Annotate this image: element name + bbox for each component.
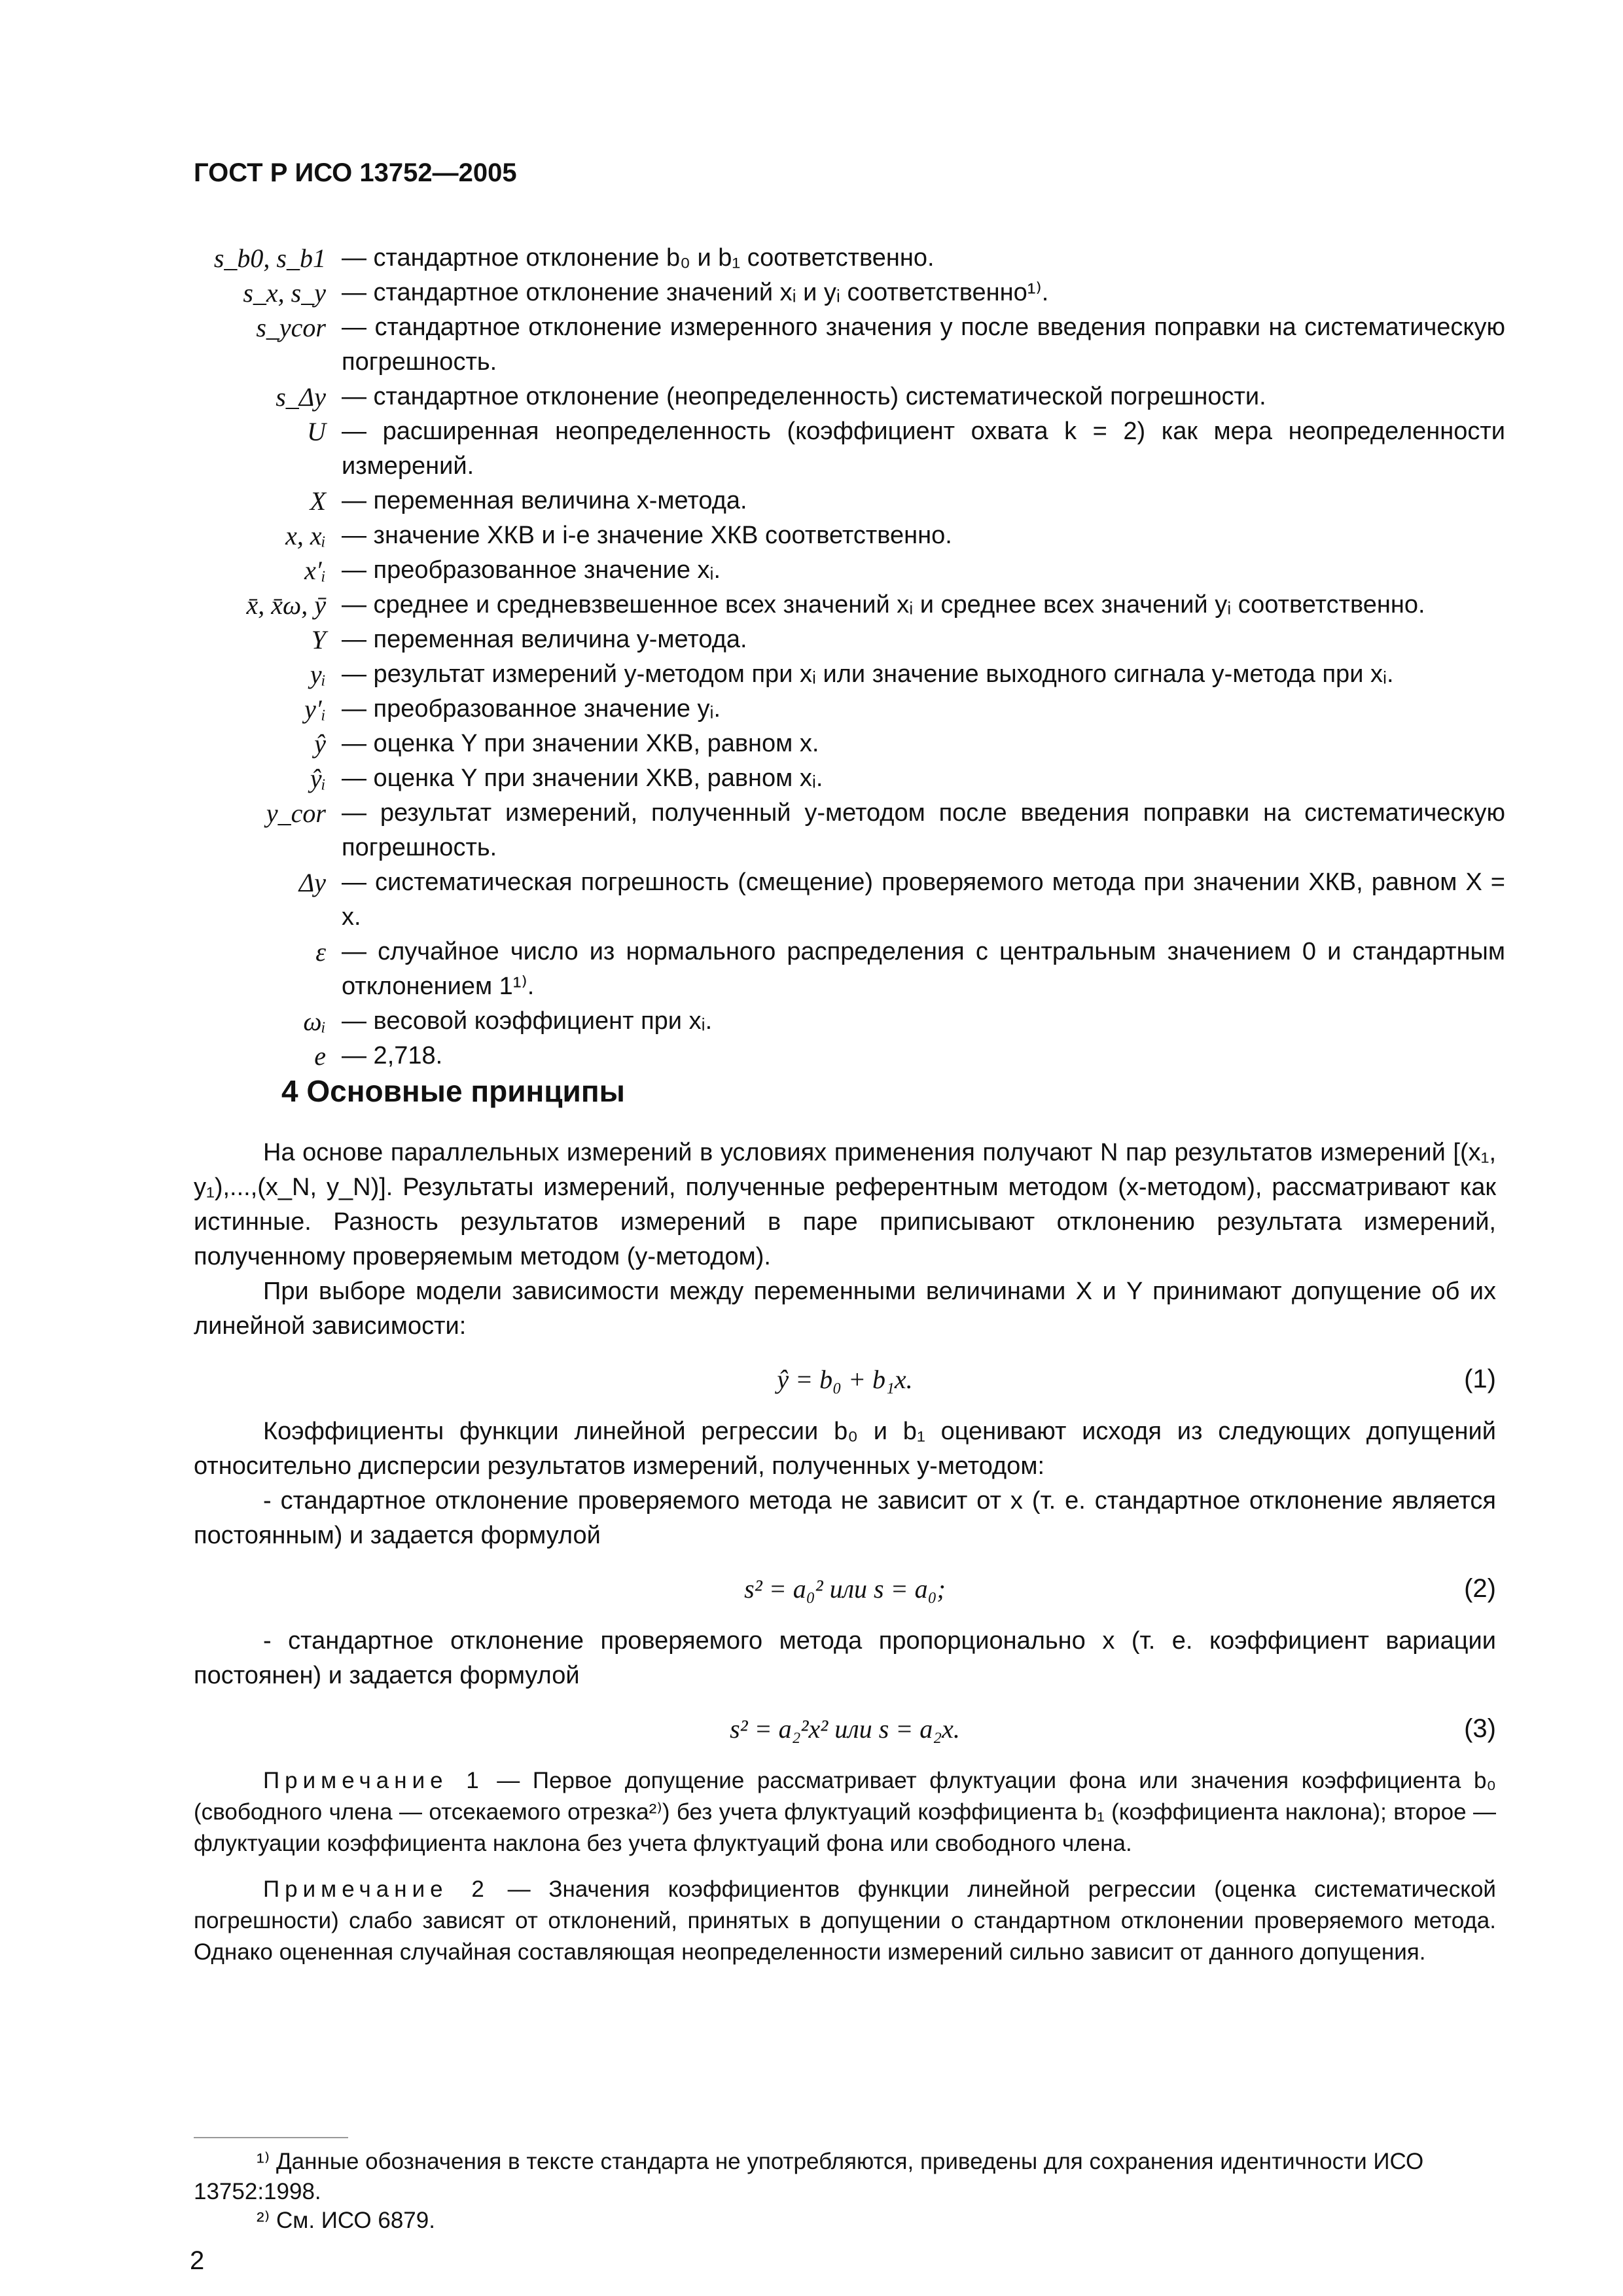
note-text: — Значения коэффициентов функции линейной регрессии (оценка систематической погрешности) слабо зависят от отклонений, принятых в допущении о стандартном отклонении проверяемого метода. Однако оцененная случайная составляющая неопределенности измерений сильно зависит от данного допущения. — [194, 1876, 1496, 1965]
note-1 — [194, 1765, 1496, 1859]
note-2 — [194, 1874, 1496, 1968]
section-body — [194, 1136, 1496, 1982]
definition-text: — оценка Y при значении ХКВ, равном xᵢ. — [342, 764, 823, 792]
definition-row — [177, 796, 1505, 865]
paragraph: На основе параллельных измерений в условиях применения получают N пар результатов измерений [(x₁, y₁),...,(x_N, y_N)]. Результаты измерений, полученные референтным методом (x-методом), рассматривают как истинные. Разность результатов измерений в паре приписывают отклонению результата измерений, полученному проверяемым методом (y-методом). — [194, 1139, 1496, 1270]
definition-symbol: ŷ — [314, 729, 326, 759]
definition-symbol: x̄, x̄ω, ȳ — [246, 590, 326, 620]
footnote-divider — [194, 2137, 348, 2138]
formula-number: (3) — [1464, 1714, 1496, 1743]
paragraph: - стандартное отклонение проверяемого метода пропорционально x (т. е. коэффициент вариации постоянен) и задается формулой — [194, 1627, 1496, 1689]
definition-text: — переменная величина x-метода. — [342, 487, 747, 514]
definition-row — [177, 622, 1505, 657]
definition-text: — оценка Y при значении ХКВ, равном x. — [342, 730, 819, 757]
definition-symbol: s_x, s_y — [243, 278, 326, 308]
footnote-text: ¹⁾ Данные обозначения в тексте стандарта не употребляются, приведены для сохранения идентичности ИСО 13752:1998. — [194, 2149, 1424, 2204]
definition-text: — стандартное отклонение значений xᵢ и yᵢ соответственно¹⁾. — [342, 279, 1049, 306]
definition-row — [177, 518, 1505, 553]
definition-symbol: ωᵢ — [303, 1007, 326, 1036]
definition-row — [177, 276, 1505, 310]
note-label: Примечание 1 — [263, 1768, 484, 1793]
definition-row — [177, 553, 1505, 588]
formula-expression: ŷ = b₀ + b₁x. — [777, 1365, 913, 1394]
definition-text: — стандартное отклонение b₀ и b₁ соответственно. — [342, 244, 935, 272]
definition-text: — преобразованное значение yᵢ. — [342, 695, 721, 723]
formula-3 — [194, 1700, 1496, 1759]
definition-row — [177, 726, 1505, 761]
note-label: Примечание 2 — [263, 1876, 490, 1902]
definition-symbol: s_Δy — [276, 382, 326, 412]
definition-row — [177, 484, 1505, 518]
definition-row — [177, 761, 1505, 796]
definition-symbol: e — [314, 1041, 326, 1071]
definition-text: — стандартное отклонение измеренного значения y после введения поправки на систематическую погрешность. — [342, 314, 1505, 376]
formula-number: (2) — [1464, 1574, 1496, 1603]
definition-row — [177, 865, 1505, 935]
paragraph: Коэффициенты функции линейной регрессии b₀ и b₁ оценивают исходя из следующих допущений относительно дисперсии результатов измерений, полученных y-методом: — [194, 1418, 1496, 1480]
definition-symbol: s_ycor — [256, 313, 326, 342]
definition-symbol: yᵢ — [310, 660, 326, 689]
formula-2 — [194, 1560, 1496, 1619]
definition-text: — результат измерений, полученный y-методом после введения поправки на систематическую погрешность. — [342, 799, 1505, 861]
definition-symbol: Δy — [298, 868, 326, 897]
definition-symbol: X — [310, 486, 326, 516]
definition-text: — значение ХКВ и i-е значение ХКВ соответственно. — [342, 522, 952, 549]
definition-row — [177, 241, 1505, 276]
definition-symbol: U — [307, 417, 326, 446]
definition-symbol: y′ᵢ — [304, 694, 326, 724]
definition-text: — среднее и средневзвешенное всех значений xᵢ и среднее всех значений yᵢ соответственно. — [342, 591, 1425, 619]
definition-symbol: s_b0, s_b1 — [213, 243, 326, 273]
definition-row — [177, 414, 1505, 484]
formula-expression: s² = a₂²x² или s = a₂x. — [730, 1714, 960, 1744]
definition-row — [177, 380, 1505, 414]
definition-text: — преобразованное значение xᵢ. — [342, 556, 721, 584]
definition-row — [177, 1004, 1505, 1039]
definition-row — [177, 935, 1505, 1004]
footnote-2 — [194, 2206, 1496, 2236]
paragraph: При выборе модели зависимости между переменными величинами X и Y принимают допущение об их линейной зависимости: — [194, 1278, 1496, 1340]
definition-symbol: x, xᵢ — [285, 521, 326, 550]
definition-text: — систематическая погрешность (смещение) проверяемого метода при значении ХКВ, равном X = x. — [342, 869, 1505, 931]
paragraph: - стандартное отклонение проверяемого метода не зависит от x (т. е. стандартное отклонение является постоянным) и задается формулой — [194, 1487, 1496, 1549]
formula-number: (1) — [1464, 1365, 1496, 1393]
definition-row — [177, 692, 1505, 726]
footnote-1 — [194, 2147, 1496, 2207]
definition-text: — переменная величина y-метода. — [342, 626, 747, 653]
definition-symbol: ε — [315, 937, 326, 967]
section-title: 4 Основные принципы — [281, 1074, 625, 1108]
definition-row — [177, 657, 1505, 692]
formula-expression: s² = a₀² или s = a₀; — [744, 1574, 946, 1604]
definition-symbol: x′ᵢ — [304, 556, 326, 585]
document-header: ГОСТ Р ИСО 13752—2005 — [194, 158, 517, 187]
definition-symbol: y_cor — [266, 798, 326, 828]
definition-symbol: ŷᵢ — [310, 764, 326, 793]
symbol-definitions — [177, 241, 1505, 1073]
footnote-text: ²⁾ См. ИСО 6879. — [257, 2208, 435, 2233]
definition-text: — 2,718. — [342, 1042, 443, 1069]
definition-symbol: Y — [311, 625, 326, 655]
formula-1 — [194, 1350, 1496, 1409]
page-number: 2 — [190, 2246, 205, 2275]
definition-row — [177, 1039, 1505, 1073]
definition-text: — весовой коэффициент при xᵢ. — [342, 1007, 713, 1035]
definition-text: — расширенная неопределенность (коэффициент охвата k = 2) как мера неопределенности измерений. — [342, 418, 1505, 480]
definition-text: — стандартное отклонение (неопределенность) систематической погрешности. — [342, 383, 1266, 410]
definition-text: — случайное число из нормального распределения с центральным значением 0 и стандартным отклонением 1¹⁾. — [342, 938, 1505, 1000]
definition-row — [177, 588, 1505, 622]
definition-text: — результат измерений y-методом при xᵢ или значение выходного сигнала y-метода при xᵢ. — [342, 660, 1394, 688]
definition-row — [177, 310, 1505, 380]
note-text: — Первое допущение рассматривает флуктуации фона или значения коэффициента b₀ (свободного члена — отсекаемого отрезка²⁾) без учета флуктуаций коэффициента b₁ (коэффициента наклона); второе — флуктуации коэффициента наклона без учета флуктуаций фона или свободного члена. — [194, 1768, 1496, 1856]
